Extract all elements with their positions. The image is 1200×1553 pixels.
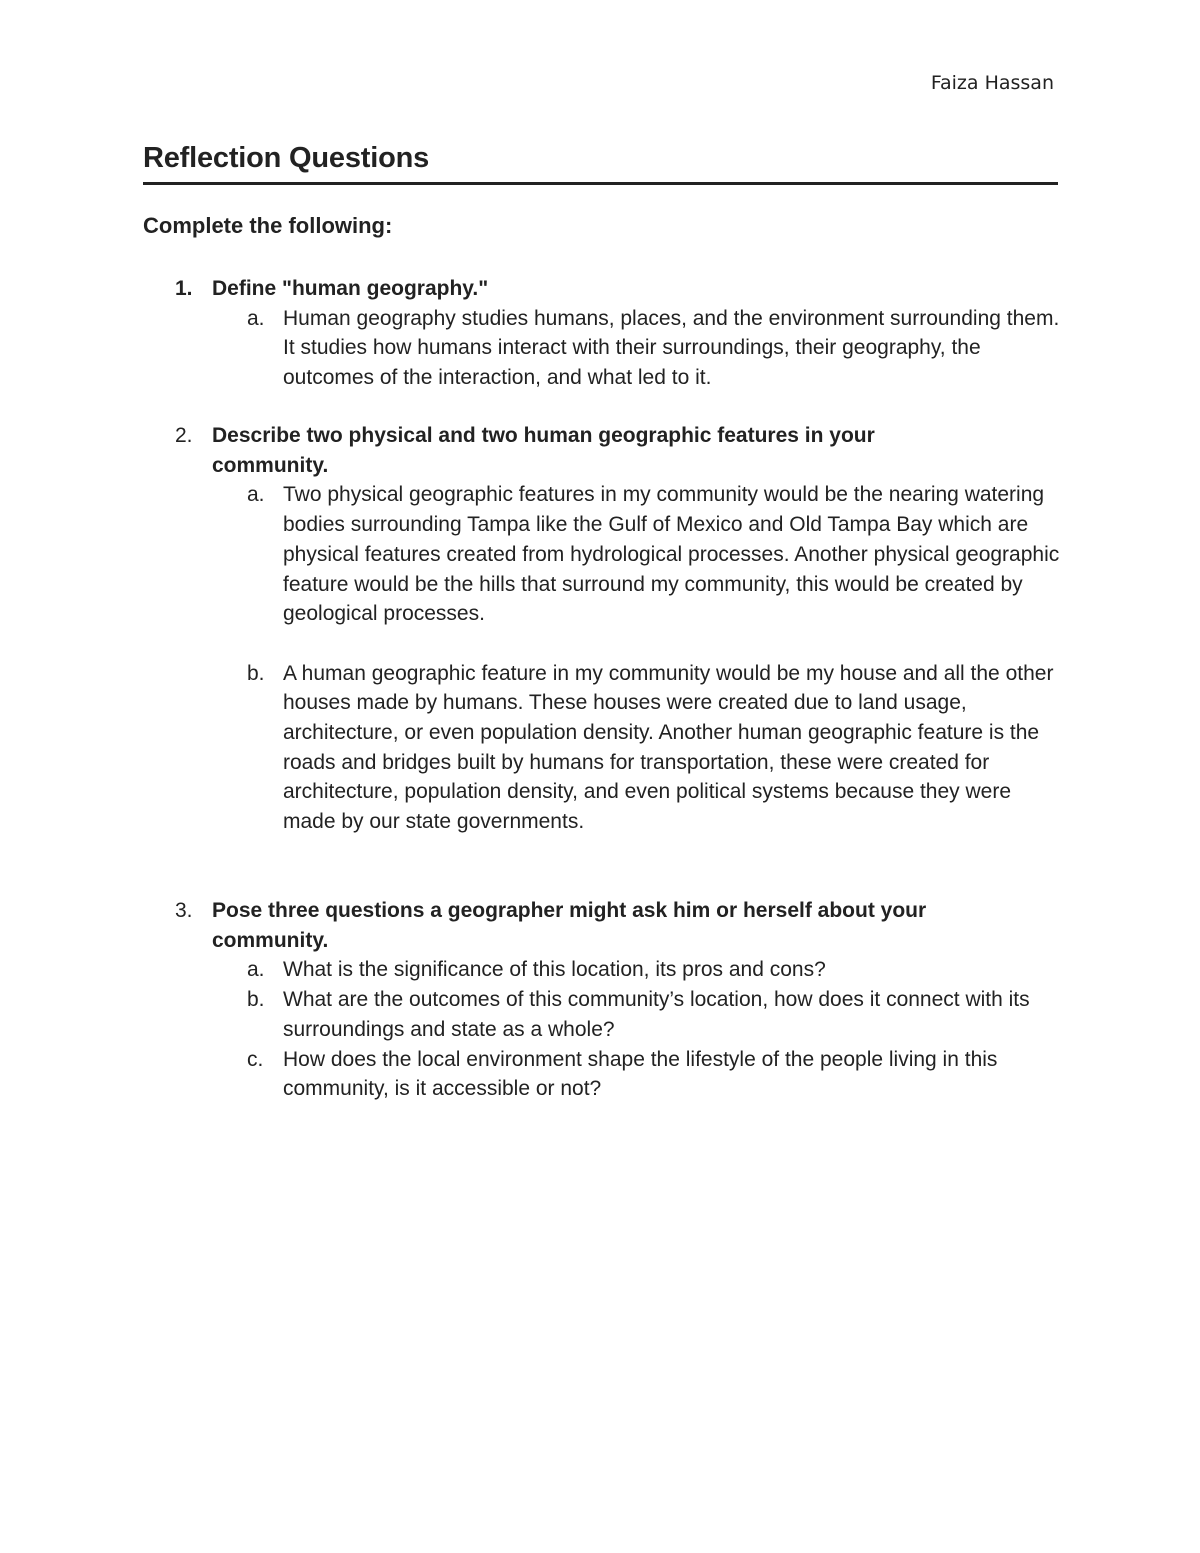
answer-item [247, 304, 1063, 393]
answer-letter: c. [247, 1047, 264, 1071]
answer-text: What is the significance of this location, its pros and cons? [283, 958, 826, 982]
page-title: Reflection Questions [143, 142, 430, 174]
title-divider [143, 182, 1058, 185]
question-number: 1. [175, 277, 193, 300]
question-prompt: Describe two physical and two human geographic features in your community. [212, 424, 875, 477]
answer-item [247, 985, 1068, 1044]
answer-item [247, 955, 1068, 985]
answer-text: How does the local environment shape the lifestyle of the people living in this community, is it accessible or not? [283, 1047, 998, 1101]
question-1 [175, 274, 1065, 393]
answer-text: Human geography studies humans, places, and the environment surrounding them. It studies how humans interact with their surroundings, their geography, the outcomes of the interaction, and what led to it. [283, 306, 1060, 390]
answer-item [247, 659, 1068, 837]
answer-letter: a. [247, 306, 265, 330]
question-prompt: Define "human geography." [212, 277, 489, 300]
question-number: 2. [175, 424, 193, 447]
author-name: Faiza Hassan [930, 72, 1054, 94]
answer-letter: b. [247, 661, 265, 685]
question-prompt: Pose three questions a geographer might ask him or herself about your community. [212, 899, 927, 952]
question-2 [175, 421, 1065, 837]
question-number: 3. [175, 899, 193, 922]
answer-text: A human geographic feature in my community would be my house and all the other houses made by humans. These houses were created due to land usage, architecture, or even population density. Another human geographic feature is the roads and bridges built by humans for transportation, these were created for architecture, population density, and even political systems because they were made by our state governments. [283, 661, 1054, 834]
instructions-heading: Complete the following: [143, 213, 393, 238]
answer-item [247, 480, 1068, 629]
question-3 [175, 896, 1065, 1104]
answer-letter: b. [247, 988, 265, 1012]
answer-text: What are the outcomes of this community’s location, how does it connect with its surroundings and state as a whole? [283, 988, 1030, 1041]
answer-letter: a. [247, 958, 265, 982]
answer-letter: a. [247, 483, 265, 507]
answer-text: Two physical geographic features in my community would be the nearing watering bodies surrounding Tampa like the Gulf of Mexico and Old Tampa Bay which are physical features created from hydrological processes. Another physical geographic feature would be the hills that surround my community, this would be created by geological processes. [283, 483, 1060, 626]
answer-item [247, 1045, 1068, 1104]
